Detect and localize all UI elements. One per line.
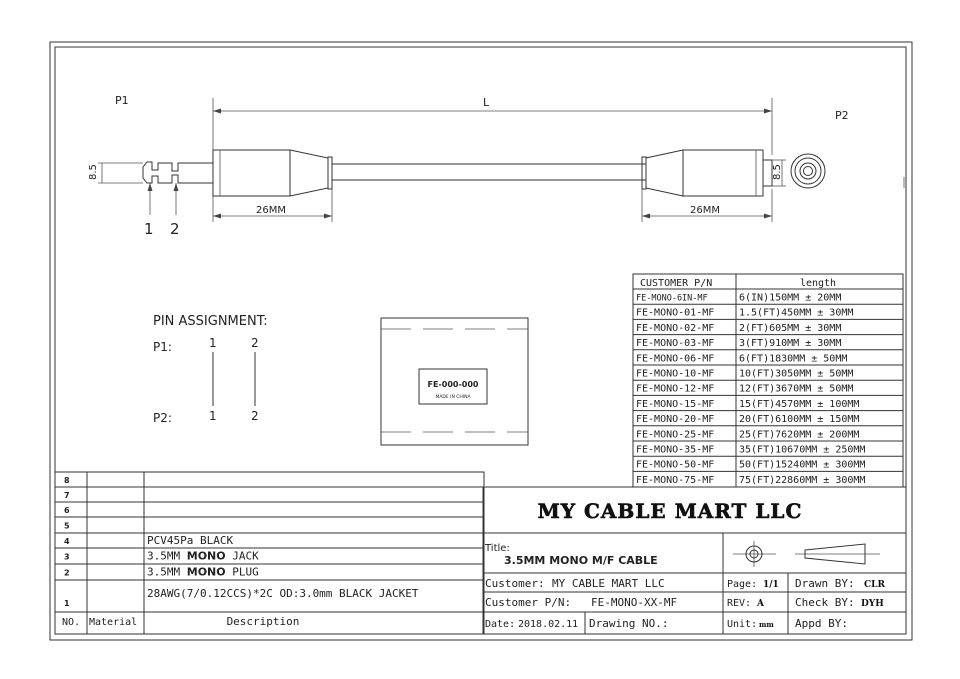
customer-pn-label: Customer P/N: <box>485 596 572 609</box>
bom-row-no: 2 <box>64 568 70 578</box>
date-value: 2018.02.11 <box>518 619 579 630</box>
bom-row-description: PCV45Pa BLACK <box>147 534 234 547</box>
length-table-row-length: 6(FT)1830MM ± 50MM <box>739 353 848 365</box>
length-table-row-pn: FE-MONO-25-MF <box>636 429 715 441</box>
bom-row-description: 3.5MM MONO PLUG <box>147 565 259 579</box>
length-table-row-length: 20(FT)6100MM ± 150MM <box>739 414 860 426</box>
length-table-row-length: 1.5(FT)450MM ± 30MM <box>739 307 854 319</box>
pin-assignment-title: PIN ASSIGNMENT: <box>153 314 268 329</box>
dim-right-len-arrow-a <box>642 214 650 219</box>
p2-pin-1: 1 <box>209 409 217 423</box>
rev-label: REV: <box>727 598 752 609</box>
bom-row-no: 5 <box>64 521 70 531</box>
drawn-label: Drawn BY: <box>795 577 855 590</box>
customer-label: Customer: <box>485 577 545 590</box>
bom-header-description: Description <box>226 615 300 628</box>
rev-value: A <box>757 599 764 609</box>
length-table-row-pn: FE-MONO-06-MF <box>636 353 715 365</box>
length-table-row-pn: FE-MONO-12-MF <box>636 383 715 395</box>
p1-label: P1 <box>115 94 129 107</box>
title-label: Title: <box>485 543 510 554</box>
pin-assignment-p2: P2: <box>153 411 172 425</box>
p2-pin-2: 2 <box>251 409 259 423</box>
title-value: 3.5MM MONO M/F CABLE <box>504 554 658 567</box>
bom-row-no: 3 <box>64 552 70 562</box>
length-table-row-length: 25(FT)7620MM ± 200MM <box>739 429 860 441</box>
pin-assignment-p1: P1: <box>153 340 172 354</box>
length-table-header-length: length <box>799 278 837 289</box>
length-table-row-length: 12(FT)3670MM ± 50MM <box>739 383 854 395</box>
company-name: MY CABLE MART LLC <box>537 499 803 523</box>
length-table-row-length: 75(FT)22860MM ± 300MM <box>739 474 866 486</box>
p2-label: P2 <box>835 109 849 122</box>
bom-row-description: 28AWG(7/0.12CCS)*2C OD:3.0mm BLACK JACKET <box>147 587 419 600</box>
pin2-arrow <box>174 183 179 191</box>
length-table-row-pn: FE-MONO-6IN-MF <box>636 293 708 304</box>
length-table-row-pn: FE-MONO-03-MF <box>636 338 715 350</box>
drawn-value: CLR <box>864 580 885 590</box>
check-label: Check BY: <box>795 596 855 609</box>
length-table-row-length: 50(FT)15240MM ± 300MM <box>739 459 866 471</box>
bom-row-no: 8 <box>64 476 70 485</box>
bom-row-description: 3.5MM MONO JACK <box>147 549 259 563</box>
bom-row-no: 4 <box>64 537 70 546</box>
dim-l-label: L <box>483 96 490 109</box>
bom-row-no: 6 <box>64 506 70 515</box>
pin1-arrow <box>148 183 153 191</box>
p1-pin-2: 2 <box>251 336 259 350</box>
date-label: Date: <box>485 619 516 630</box>
dim-left-len-arrow-b <box>324 214 332 219</box>
length-table-row-length: 3(FT)910MM ± 30MM <box>739 338 842 350</box>
length-table-row-pn: FE-MONO-35-MF <box>636 444 715 456</box>
length-table-row-length: 2(FT)605MM ± 30MM <box>739 322 842 334</box>
p1-pin-1: 1 <box>209 336 217 350</box>
jack-connector <box>642 150 772 196</box>
jack-end-view <box>791 154 825 188</box>
length-table-row-pn: FE-MONO-01-MF <box>636 307 715 319</box>
sticker-code: FE-000-000 <box>427 380 479 389</box>
length-table-row-length: 10(FT)3050MM ± 50MM <box>739 368 854 380</box>
customer-value: MY CABLE MART LLC <box>552 577 665 590</box>
projection-symbol <box>733 541 880 567</box>
bom-row-no: 7 <box>64 491 70 500</box>
length-table-header-pn: CUSTOMER P/N <box>640 278 713 289</box>
dim-left-len-arrow-a <box>213 214 221 219</box>
unit-label: Unit: <box>727 619 758 630</box>
length-table-row-pn: FE-MONO-10-MF <box>636 368 715 380</box>
dim-left-dia-label: 8.5 <box>88 164 99 180</box>
length-table-row-length: 6(IN)150MM ± 20MM <box>739 292 842 304</box>
dim-left-len-label: 26MM <box>256 205 286 216</box>
bom-row-no: 1 <box>64 599 70 608</box>
length-table-row-pn: FE-MONO-75-MF <box>636 474 715 486</box>
length-table-row-pn: FE-MONO-20-MF <box>636 414 715 426</box>
customer-pn-value: FE-MONO-XX-MF <box>591 596 678 609</box>
bom-header-material: Material <box>89 617 138 628</box>
appd-label: Appd BY: <box>795 617 848 630</box>
dim-right-len-arrow-b <box>764 214 772 219</box>
length-table-row-pn: FE-MONO-50-MF <box>636 459 715 471</box>
page-value: 1/1 <box>763 580 779 590</box>
length-table-row-pn: FE-MONO-15-MF <box>636 398 715 410</box>
sticker-origin: MADE IN CHINA <box>435 395 471 400</box>
bom-table <box>55 472 484 634</box>
pin2-label: 2 <box>170 220 180 238</box>
dim-right-dia-label: 8.5 <box>772 164 783 180</box>
length-table-row-length: 35(FT)10670MM ± 250MM <box>739 444 866 456</box>
pin1-label: 1 <box>144 220 154 238</box>
length-table-row-length: 15(FT)4570MM ± 100MM <box>739 398 860 410</box>
length-table-row-pn: FE-MONO-02-MF <box>636 322 715 334</box>
dim-l-arrow-right <box>764 109 772 114</box>
dim-right-len-label: 26MM <box>690 205 720 216</box>
drawing-no-label: Drawing NO.: <box>589 617 669 630</box>
dim-l-arrow-left <box>213 109 221 114</box>
bom-header-no: NO. <box>62 617 81 628</box>
page-label: Page: <box>727 579 758 590</box>
check-value: DYH <box>861 599 884 609</box>
unit-value: mm <box>759 620 774 629</box>
plug-connector <box>143 150 332 196</box>
